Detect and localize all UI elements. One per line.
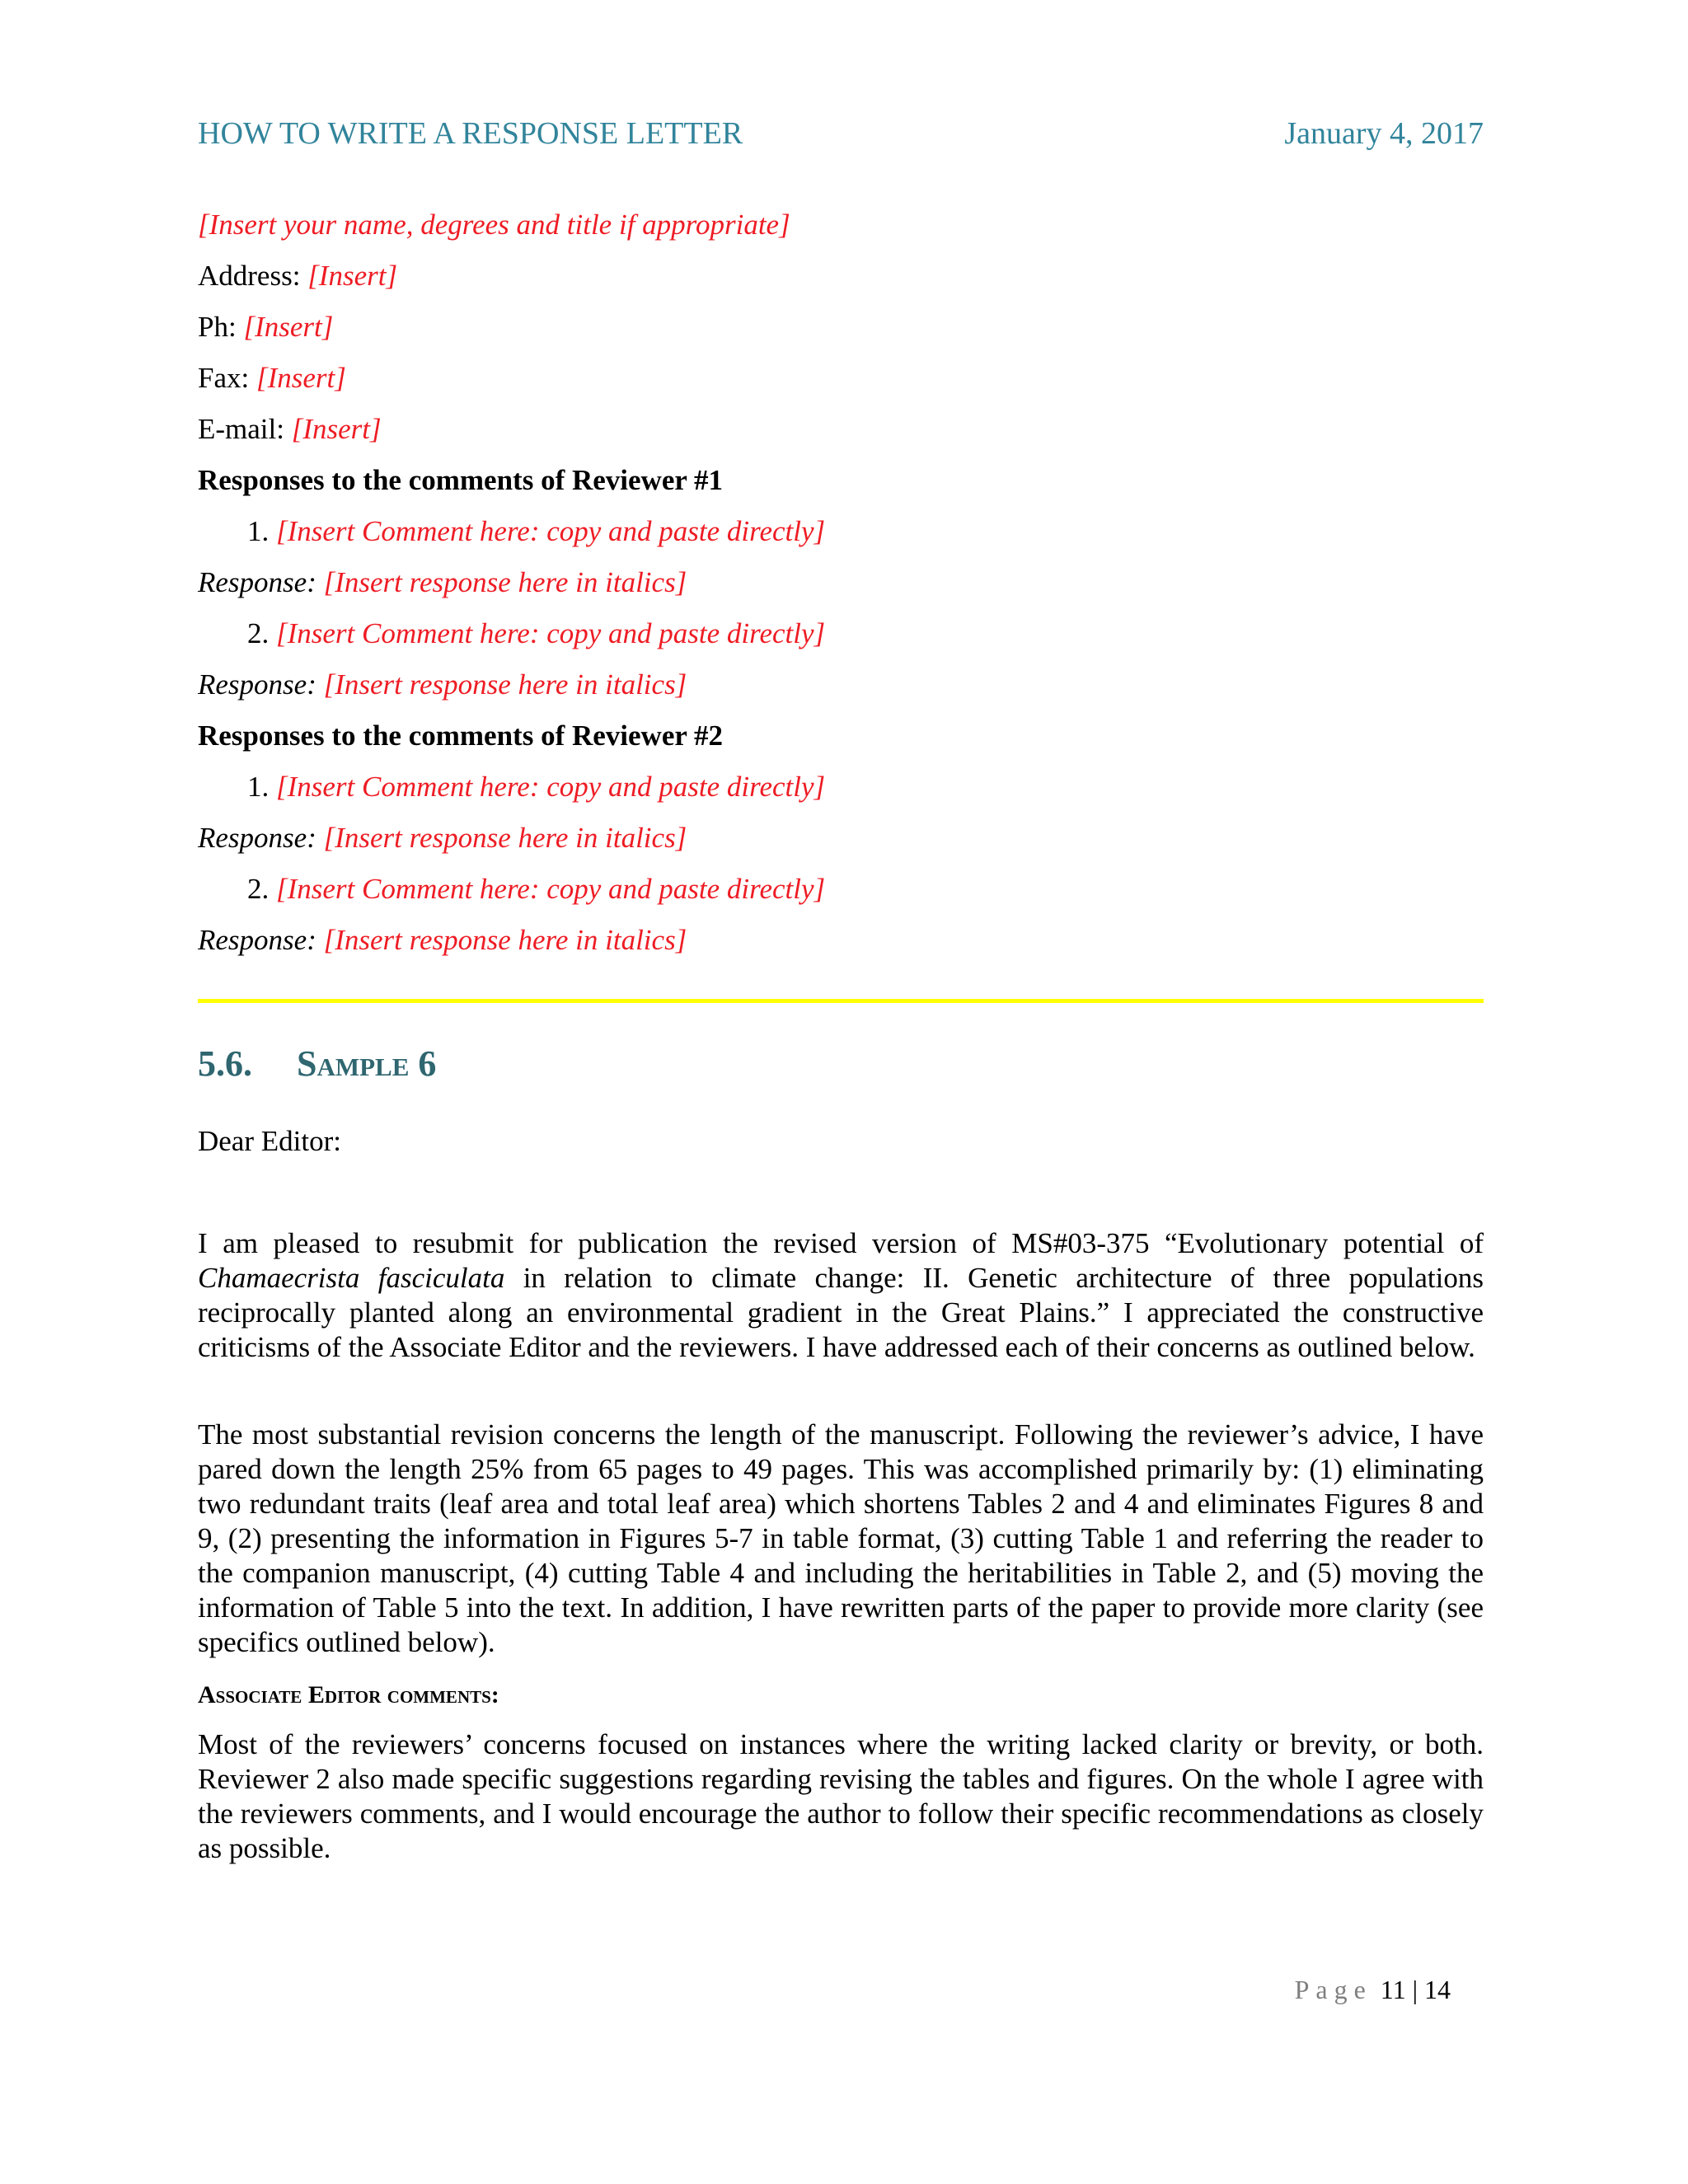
phone-value: [Insert] xyxy=(243,311,334,343)
letter-salutation: Dear Editor: xyxy=(198,1125,341,1157)
address-line xyxy=(198,259,397,293)
reviewer1-comment-2 xyxy=(247,616,825,651)
reviewer1-response-1 xyxy=(198,565,687,600)
section-divider xyxy=(198,999,1484,1003)
response-label: Response: xyxy=(198,924,316,956)
header-title: HOW TO WRITE A RESPONSE LETTER xyxy=(198,116,743,151)
name-placeholder: [Insert your name, degrees and title if appropriate] xyxy=(198,209,790,241)
email-label: E-mail: xyxy=(198,413,284,445)
list-number: 1. xyxy=(247,515,270,547)
reviewer2-heading: Responses to the comments of Reviewer #2 xyxy=(198,719,724,752)
paragraph-1-text-a: I am pleased to resubmit for publication the revised version of MS#03-375 “Evolutionary potential of xyxy=(198,1227,1484,1259)
address-value: [Insert] xyxy=(307,260,398,292)
list-number: 1. xyxy=(247,771,270,803)
page-footer xyxy=(198,1975,1451,2005)
associate-editor-subheading: Associate Editor comments: xyxy=(198,1681,499,1708)
letter-paragraph-1 xyxy=(198,1226,1484,1365)
page-header xyxy=(198,115,1484,152)
list-number: 2. xyxy=(247,873,270,905)
fax-label: Fax: xyxy=(198,362,250,394)
comment-placeholder: [Insert Comment here: copy and paste directly] xyxy=(276,873,826,905)
comment-placeholder: [Insert Comment here: copy and paste directly] xyxy=(276,771,826,803)
page-label: Page xyxy=(1294,1975,1372,2004)
section-number: 5.6. xyxy=(198,1043,252,1084)
comment-placeholder: [Insert Comment here: copy and paste directly] xyxy=(276,617,826,649)
reviewer2-comment-1 xyxy=(247,770,825,804)
address-label: Address: xyxy=(198,260,301,292)
phone-line xyxy=(198,310,333,344)
response-placeholder: [Insert response here in italics] xyxy=(323,822,687,854)
fax-value: [Insert] xyxy=(256,362,346,394)
letter-paragraph-3: Most of the reviewers’ concerns focused on instances where the writing lacked clarity or brevity, or both. Reviewer 2 also made specific suggestions regarding revising the tables and figures. On the whole I agree with the reviewers comments, and I would encourage the author to follow their specific recommendations as closely as possible. xyxy=(198,1728,1484,1864)
response-placeholder: [Insert response here in italics] xyxy=(323,668,687,701)
reviewer2-response-2 xyxy=(198,923,687,958)
paragraph-1-text-b: in relation to climate change: II. Genetic architecture of three populations reciprocally planted along an environmental gradient in the Great Plains.” I appreciated the constructive criticisms of the Associate Editor and the reviewers. I have addressed each of their concerns as outlined below. xyxy=(198,1262,1484,1363)
list-number: 2. xyxy=(247,617,270,649)
phone-label: Ph: xyxy=(198,311,237,343)
reviewer1-response-2 xyxy=(198,668,687,702)
comment-placeholder: [Insert Comment here: copy and paste directly] xyxy=(276,515,826,547)
fax-line xyxy=(198,361,346,396)
email-line xyxy=(198,412,382,447)
section-title: Sample 6 xyxy=(297,1043,437,1084)
reviewer2-response-1 xyxy=(198,821,687,855)
response-label: Response: xyxy=(198,822,316,854)
reviewer2-comment-2 xyxy=(247,872,825,907)
document-page xyxy=(198,0,1484,2184)
response-label: Response: xyxy=(198,668,316,701)
response-placeholder: [Insert response here in italics] xyxy=(323,566,687,598)
response-label: Response: xyxy=(198,566,316,598)
species-name: Chamaecrista fasciculata xyxy=(198,1262,505,1294)
section-heading xyxy=(198,1043,436,1085)
page-number: 11 | 14 xyxy=(1380,1975,1451,2004)
response-placeholder: [Insert response here in italics] xyxy=(323,924,687,956)
header-date: January 4, 2017 xyxy=(1284,116,1484,151)
reviewer1-heading: Responses to the comments of Reviewer #1 xyxy=(198,464,724,496)
email-value: [Insert] xyxy=(291,413,382,445)
letter-paragraph-2: The most substantial revision concerns the length of the manuscript. Following the reviewer’s advice, I have pared down the length 25% from 65 pages to 49 pages. This was accomplished primarily by: (1) eliminating two redundant traits (leaf area and total leaf area) which shortens Tables 2 and 4 and eliminates Figures 8 and 9, (2) presenting the information in Figures 5-7 in table format, (3) cutting Table 1 and referring the reader to the companion manuscript, (4) cutting Table 4 and including the heritabilities in Table 2, and (5) moving the information of Table 5 into the text. In addition, I have rewritten parts of the paper to provide more clarity (see specifics outlined below). xyxy=(198,1418,1484,1658)
reviewer1-comment-1 xyxy=(247,514,825,549)
